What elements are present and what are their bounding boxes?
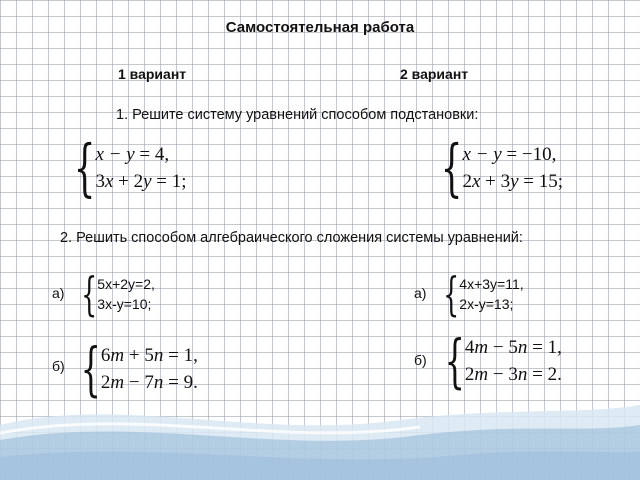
v1-system-1-equations (95, 141, 186, 195)
v2-sys1-eq1-rhs: = −10, (506, 144, 557, 165)
v1-sys1-eq1 (95, 141, 186, 168)
page-title: Самостоятельная работа (225, 19, 415, 36)
variant-1-heading: 1 вариант (118, 66, 187, 82)
v2-2b-eq2-var2: n (517, 364, 528, 385)
v2-sys1-eq2-rhs: = 15; (523, 171, 564, 192)
v2-2b-eq2-coef2: − 3 (492, 364, 518, 385)
v1-2b-eq1-coef2: + 5 (128, 345, 154, 366)
v1-label-b: б) (52, 358, 65, 374)
v1-system-2a-equations (97, 274, 155, 314)
v2-sys1-eq1-lhs: x − y (462, 144, 502, 165)
v2-system-2b-equations (465, 334, 562, 388)
v2-2b-eq1-var1: m (474, 337, 489, 358)
v2-2b-eq2-var1: m (474, 364, 489, 385)
v1-sys1-eq2-coef2: + 2 (118, 171, 144, 192)
v1-2a-eq2: 3x-y=10; (97, 296, 152, 312)
v1-sys1-eq1-lhs: x − y (95, 144, 135, 165)
v1-system-2a (68, 267, 155, 321)
v2-system-1 (423, 131, 564, 204)
v1-2b-eq1-var2: n (153, 345, 164, 366)
v2-2b-eq1-coef1: 4 (464, 337, 475, 358)
v1-sys1-eq2 (95, 168, 186, 195)
v2-sys1-eq2 (462, 168, 563, 195)
v2-sys1-eq2-coef1: 2 (462, 171, 472, 192)
v2-2a-eq1: 4x+3y=11, (459, 276, 524, 292)
v2-system-1-equations (462, 141, 563, 195)
v1-label-a: а) (52, 285, 65, 301)
v1-sys1-eq1-rhs: = 4, (139, 144, 170, 165)
brace-icon: { (80, 335, 101, 403)
v1-2b-eq1-rhs: = 1, (168, 345, 198, 366)
v1-sys1-eq2-var1: x (104, 171, 114, 192)
v1-2b-eq2-coef1: 2 (100, 372, 111, 393)
v2-2b-eq1-rhs: = 1, (532, 337, 562, 358)
v2-2b-eq2-rhs: = 2. (532, 364, 562, 385)
decorative-wave (0, 385, 640, 480)
v1-sys1-eq2-var2: y (143, 171, 152, 192)
brace-icon: { (443, 267, 460, 321)
v2-2b-eq1-coef2: − 5 (492, 337, 518, 358)
v2-2b-eq2-coef1: 2 (464, 364, 475, 385)
brace-icon: { (81, 267, 98, 321)
v2-2a-eq2: 2x-y=13; (459, 296, 514, 312)
brace-icon: { (73, 131, 96, 204)
v1-sys1-eq2-coef1: 3 (95, 171, 105, 192)
v2-sys1-eq2-var2: y (510, 171, 519, 192)
variant-2-heading: 2 вариант (400, 66, 469, 82)
v1-2b-eq1 (101, 342, 198, 369)
v2-label-a: а) (414, 285, 427, 301)
v2-2b-eq2 (465, 361, 562, 388)
brace-icon: { (440, 131, 463, 204)
v2-system-2b (428, 327, 562, 395)
v2-sys1-eq2-var1: x (471, 171, 481, 192)
v2-2b-eq1-var2: n (517, 337, 528, 358)
v1-2b-eq2-var1: m (110, 372, 125, 393)
v2-sys1-eq1 (462, 141, 563, 168)
v1-2a-eq1: 5x+2y=2, (97, 276, 155, 292)
v1-2b-eq2-rhs: = 9. (168, 372, 198, 393)
v2-system-2a-equations (459, 274, 523, 314)
v1-2b-eq2-coef2: − 7 (128, 372, 154, 393)
brace-icon: { (444, 327, 465, 395)
v1-system-1 (56, 131, 187, 204)
v1-2b-eq1-var1: m (110, 345, 125, 366)
v1-sys1-eq2-rhs: = 1; (156, 171, 187, 192)
v2-sys1-eq2-coef2: + 3 (485, 171, 511, 192)
task-2-text: 2. Решить способом алгебраического сложения системы уравнений: (60, 230, 523, 246)
v2-system-2a (430, 267, 524, 321)
v1-2b-eq2-var2: n (153, 372, 164, 393)
v1-2b-eq1-coef1: 6 (100, 345, 111, 366)
task-1-text: 1. Решите систему уравнений способом подстановки: (116, 107, 479, 123)
v2-2b-eq1 (465, 334, 562, 361)
v2-label-b: б) (414, 352, 427, 368)
